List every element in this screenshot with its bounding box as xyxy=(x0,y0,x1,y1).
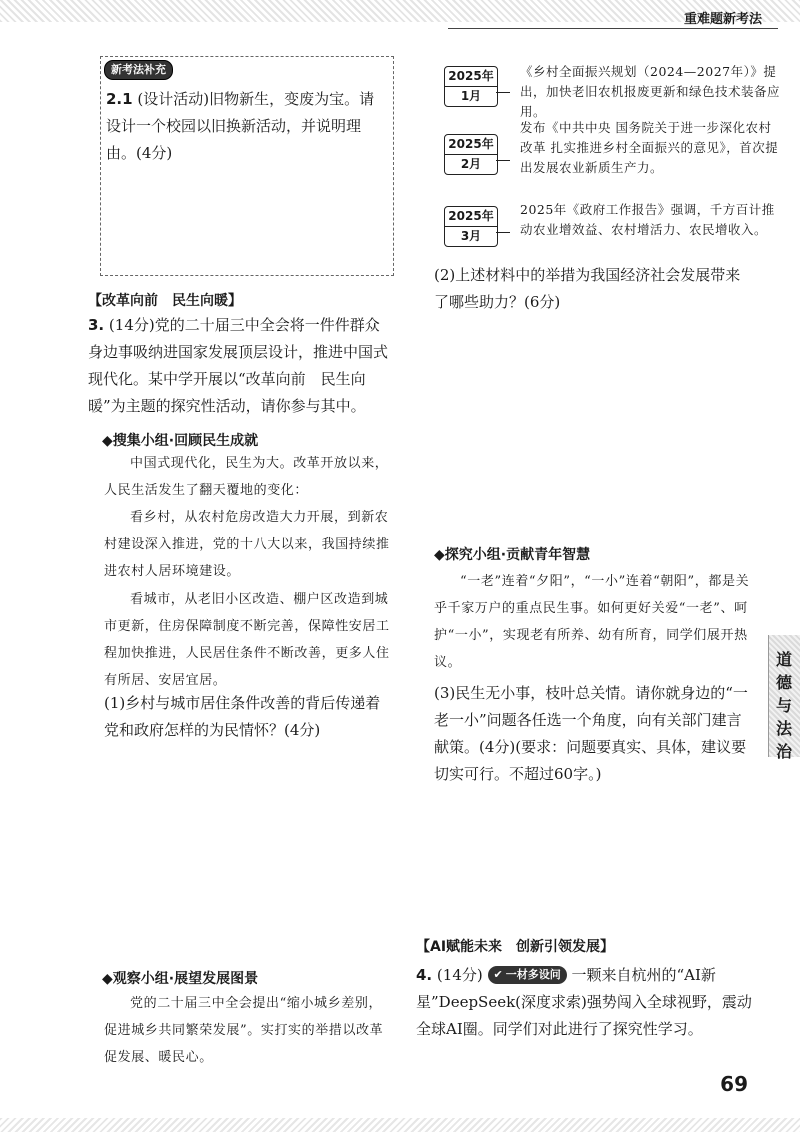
timeline-date-box xyxy=(444,134,498,175)
group-1-paragraph-1: 中国式现代化，民生为大。改革开放以来，人民生活发生了翻天覆地的变化： xyxy=(104,456,389,498)
section-title-ai: 【AI赋能未来 创新引领发展】 xyxy=(416,939,615,955)
timeline-text: 发布《中共中央 国务院关于进一步深化农村改革 扎实推进乡村全面振兴的意见》，首次提出发展农业新质生产力。 xyxy=(520,120,779,175)
question-4 xyxy=(416,962,752,1043)
question-3-1: (1)乡村与城市居住条件改善的背后传递着党和政府怎样的为民情怀？(4分) xyxy=(104,694,381,739)
bottom-decorative-band xyxy=(0,1118,800,1132)
header-title: 重难题新考法 xyxy=(683,12,762,27)
timeline-text: 2025年《政府工作报告》强调，千方百计推动农业增效益、农村增活力、农民增收入。 xyxy=(520,202,775,237)
group-3-paragraph: 党的二十届三中全会提出“缩小城乡差别，促进城乡共同繁荣发展”。实打实的举措以改革促发展、暖民心。 xyxy=(104,996,384,1065)
timeline-connector xyxy=(496,160,510,161)
question-2-1-number: 2.1 xyxy=(106,90,133,108)
timeline-year: 2025年 xyxy=(445,207,497,227)
question-3-text: (14分)党的二十届三中全会将一件件群众身边事吸纳进国家发展顶层设计，推进中国式现代化。某中学开展以“改革向前 民生向暖”为主题的探究性活动，请你参与其中。 xyxy=(88,316,389,415)
group-1-paragraph-3: 看城市，从老旧小区改造、棚户区改造到城市更新，住房保障制度不断完善，保障性安居工程加快推进，人民居住条件不断改善，更多人住有所居、安居宜居。 xyxy=(104,592,390,688)
extension-tag: 新考法补充 xyxy=(104,60,173,80)
group-title-observe: ◆观察小组·展望发展图景 xyxy=(102,971,259,987)
check-icon: ✔ xyxy=(493,968,503,981)
timeline-date-box xyxy=(444,66,498,107)
multi-question-tag xyxy=(488,966,567,984)
question-4-score: (14分) xyxy=(436,966,483,984)
timeline-item xyxy=(444,62,784,122)
timeline-year: 2025年 xyxy=(445,135,497,155)
question-2-2: (2)上述材料中的举措为我国经济社会发展带来了哪些助力？(6分) xyxy=(434,266,741,311)
multi-question-tag-label: 一材多设问 xyxy=(505,968,561,981)
group-title-collect: ◆搜集小组·回顾民生成就 xyxy=(102,433,259,449)
group-2-paragraph: “一老”连着“夕阳”，“一小”连着“朝阳”，都是关乎千家万户的重点民生事。如何更好关爱“一老”、呵护“一小”，实现老有所养、幼有所育，同学们展开热议。 xyxy=(434,574,750,670)
timeline-connector xyxy=(496,232,510,233)
timeline-date-box xyxy=(444,206,498,247)
timeline-year: 2025年 xyxy=(445,67,497,87)
question-4-text: 一颗来自杭州的“AI新星”DeepSeek(深度求索)强势闯入全球视野，震动全球AI圈。同学们对此进行了探究性学习。 xyxy=(416,966,752,1038)
timeline-month: 1月 xyxy=(460,89,482,103)
page-number: 69 xyxy=(720,1072,748,1096)
subject-side-label: 道德与法治 xyxy=(775,650,792,761)
timeline-connector xyxy=(496,92,510,93)
question-3-intro xyxy=(88,312,392,420)
question-2-1 xyxy=(106,86,386,167)
group-1-paragraph-2: 看乡村，从农村危房改造大力开展，到新农村建设深入推进，党的十八大以来，我国持续推进农村人居环境建设。 xyxy=(104,510,390,579)
top-decorative-band xyxy=(0,0,800,22)
timeline-item xyxy=(444,200,784,262)
section-title-reform: 【改革向前 民生向暖】 xyxy=(88,293,242,309)
timeline-item xyxy=(444,118,784,202)
question-3-3: (3)民生无小事，枝叶总关情。请你就身边的“一老一小”问题各任选一个角度，向有关部门建言献策。(4分)(要求：问题要真实、具体，建议要切实可行。不超过60字。) xyxy=(434,684,748,783)
timeline-month: 2月 xyxy=(460,157,482,171)
question-3-number: 3. xyxy=(88,316,105,334)
question-4-number: 4. xyxy=(416,966,433,984)
question-2-1-text: (设计活动)旧物新生，变废为宝。请设计一个校园以旧换新活动，并说明理由。(4分) xyxy=(106,90,375,162)
header-rule xyxy=(448,28,778,29)
timeline-month: 3月 xyxy=(460,229,482,243)
timeline-text: 《乡村全面振兴规划（2024—2027年）》提出，加快老旧农机报废更新和绿色技术装备应用。 xyxy=(520,64,781,119)
group-title-explore: ◆探究小组·贡献青年智慧 xyxy=(434,547,591,563)
